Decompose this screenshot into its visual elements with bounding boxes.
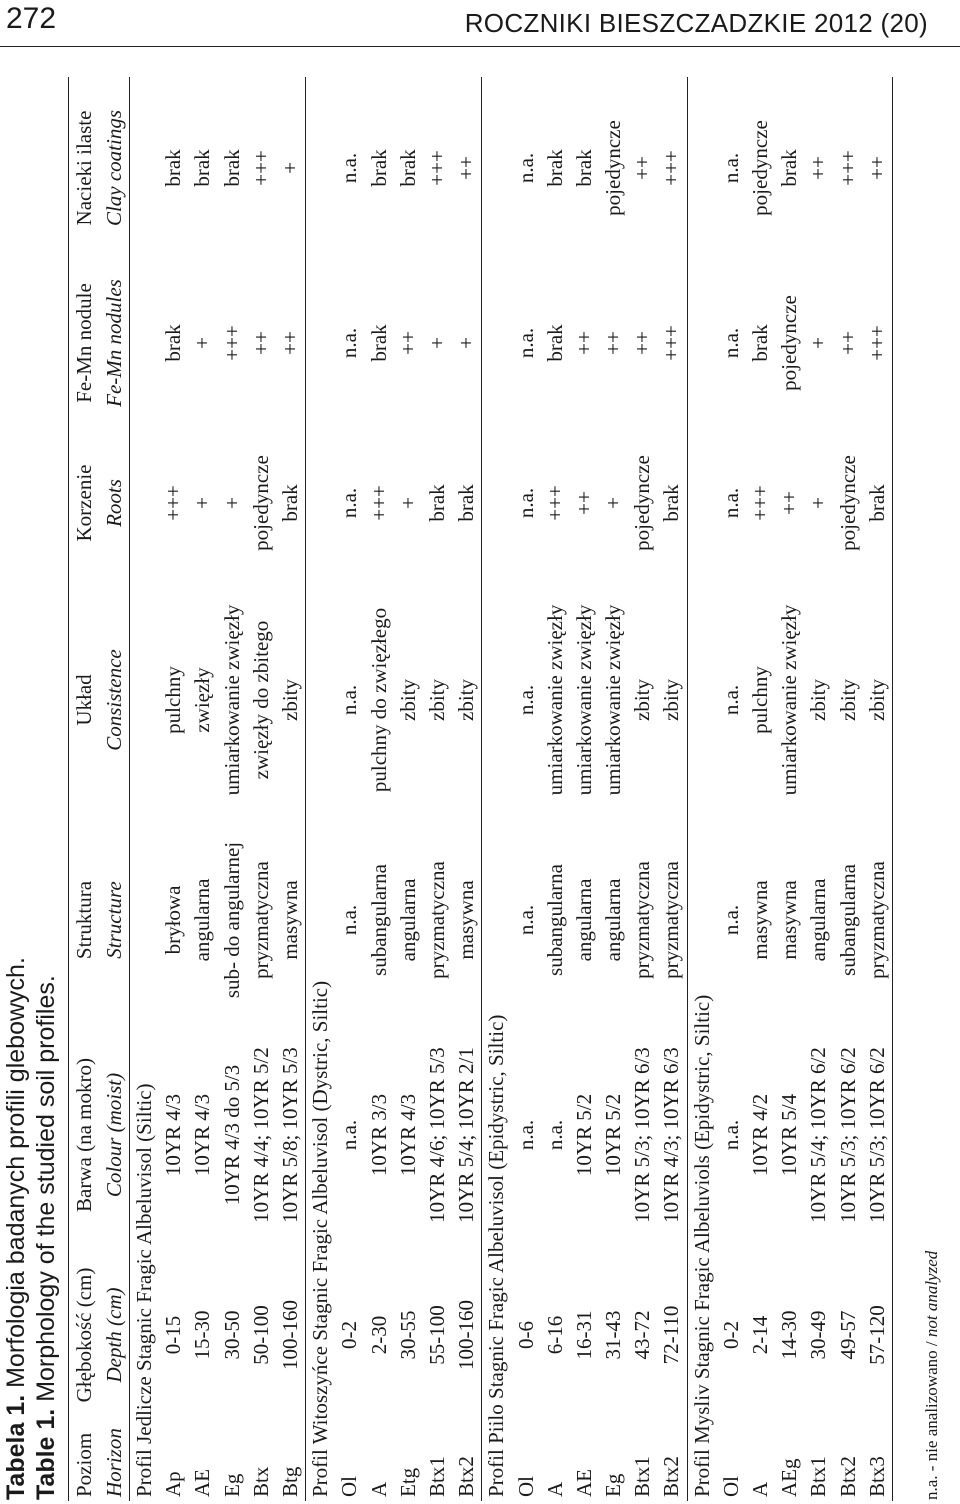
table-cell: masywna — [748, 880, 773, 960]
table-row — [775, 77, 804, 1501]
table-cell: brak — [454, 484, 479, 522]
header-en-col-2: Colour (moist) — [99, 1019, 130, 1251]
table-cell: 30-55 — [395, 1310, 420, 1360]
soil-morphology-table — [68, 77, 893, 1501]
table-cell: angularna — [395, 878, 420, 962]
table-cell: brak — [366, 149, 391, 187]
table-cell: n.a. — [337, 904, 362, 936]
table-cell: 15-30 — [190, 1310, 215, 1360]
table-cell: zbity — [863, 579, 893, 821]
table-cell: ++ — [571, 491, 596, 515]
rotated-table-area — [0, 50, 945, 1504]
table-cell: zbity — [454, 679, 479, 721]
table-cell: +++ — [219, 325, 244, 361]
table-cell: 16-31 — [571, 1310, 596, 1360]
table-cell: brak — [659, 484, 684, 522]
profile-title-row — [130, 77, 160, 1501]
table-cell: zbity — [278, 679, 303, 721]
header-en-col-4: Consistence — [99, 579, 130, 821]
table-cell: angularna — [571, 878, 596, 962]
table-cell: umiarkowanie zwięzły — [542, 604, 567, 796]
caption-polish-text: Morfologia badanych profili glebowych. — [2, 957, 30, 1395]
table-cell: subangularna — [542, 864, 567, 976]
table-cell: brak — [395, 149, 420, 187]
table-cell: ++ — [835, 331, 860, 355]
table-cell: 100-160 — [454, 1300, 479, 1370]
table-cell: Ap — [161, 1471, 186, 1497]
table-cell: AE — [571, 1469, 596, 1497]
header-en-col-6: Fe-Mn nodules — [99, 259, 130, 427]
table-cell: Ol — [513, 1476, 538, 1497]
table-cell: ++ — [630, 156, 655, 180]
footnote-text: n.a. - nie analizowano / — [922, 1337, 941, 1500]
table-cell: +++ — [835, 150, 860, 186]
header-row-english — [99, 77, 130, 1501]
header-pl-col-2: Barwa (na mokro) — [69, 1019, 100, 1251]
table-cell: 10YR 5/8; 10YR 5/3 — [278, 1047, 303, 1223]
table-cell: n.a. — [337, 1119, 362, 1151]
table-cell: 0-2 — [337, 1321, 362, 1349]
table-cell: 30-49 — [806, 1310, 831, 1360]
profile-title-row — [306, 77, 336, 1501]
table-cell: n.a. — [718, 904, 743, 936]
table-cell: umiarkowanie zwięzły — [571, 604, 596, 796]
table-cell: zbity — [659, 679, 684, 721]
table-cell: pryzmatyczna — [659, 861, 684, 979]
table-row — [365, 77, 394, 1501]
table-cell: 49-57 — [835, 1310, 860, 1360]
table-cell: 55-100 — [424, 1305, 449, 1365]
caption-english-label: Table 1. — [32, 1408, 60, 1500]
table-cell: pojedyncze — [777, 295, 802, 391]
table-cell: AE — [190, 1469, 215, 1497]
table-cell: angularna — [601, 878, 626, 962]
table-cell: Ol — [337, 1476, 362, 1497]
table-cell: + — [278, 162, 303, 174]
header-pl-col-0: Poziom — [69, 1419, 100, 1501]
table-cell: A — [748, 1481, 773, 1497]
table-cell: umiarkowanie zwięzły — [777, 604, 802, 796]
table-row — [541, 77, 570, 1501]
table-row — [276, 77, 306, 1501]
journal-running-head: ROCZNIKI BIESZCZADZKIE 2012 (20) — [464, 8, 928, 38]
table-cell: 10YR 5/2 — [571, 1093, 596, 1177]
table-cell: + — [190, 337, 215, 349]
table-cell: ++ — [278, 331, 303, 355]
table-cell: 10YR 5/4; 10YR 6/2 — [806, 1047, 831, 1223]
table-row — [188, 77, 217, 1501]
table-cell: +++ — [863, 259, 893, 427]
header-rule — [0, 46, 960, 47]
table-cell: +++ — [424, 150, 449, 186]
table-cell: Btx1 — [806, 1456, 831, 1497]
table-cell: 0-15 — [161, 1315, 186, 1355]
table-cell: ++ — [248, 331, 273, 355]
table-cell: 10YR 4/4; 10YR 5/2 — [248, 1047, 273, 1223]
table-row — [394, 77, 423, 1501]
table-cell: n.a. — [513, 1119, 538, 1151]
header-row-polish — [69, 77, 100, 1501]
table-row — [452, 77, 482, 1501]
table-cell: brak — [424, 484, 449, 522]
table-cell: zbity — [835, 679, 860, 721]
table-cell: n.a. — [337, 152, 362, 184]
table-row — [218, 77, 247, 1501]
footnote — [922, 1251, 942, 1500]
table-cell: Btx2 — [835, 1456, 860, 1497]
profile-title: Profil Piilo Stagnic Fragic Albeluvisol (Epidystric, Siltic) — [482, 77, 512, 1501]
table-cell: Btx1 — [424, 1456, 449, 1497]
table-cell: brak — [863, 427, 893, 579]
table-row — [804, 77, 833, 1501]
table-cell: pojedyncze — [248, 455, 273, 551]
table-cell: ++ — [630, 331, 655, 355]
table-cell: 10YR 5/3; 10YR 6/2 — [835, 1047, 860, 1223]
table-cell: + — [424, 337, 449, 349]
table-cell: 0-6 — [513, 1321, 538, 1349]
header-en-col-7: Clay coatings — [99, 77, 130, 259]
table-cell: 0-2 — [718, 1321, 743, 1349]
footnote-italic: not analyzed — [922, 1250, 941, 1338]
table-cell: 6-16 — [542, 1315, 567, 1355]
header-pl-col-5: Korzenie — [69, 427, 100, 579]
table-cell: n.a. — [513, 487, 538, 519]
table-cell: umiarkowanie zwięzły — [601, 604, 626, 796]
table-cell: subangularna — [366, 864, 391, 976]
table-cell: n.a. — [513, 684, 538, 716]
table-row — [746, 77, 775, 1501]
header-pl-col-7: Nacieki ilaste — [69, 77, 100, 259]
table-cell: brak — [161, 149, 186, 187]
table-cell: brak — [542, 149, 567, 187]
header-en-col-0: Horizon — [99, 1419, 130, 1501]
table-cell: brak — [542, 324, 567, 362]
table-cell: +++ — [248, 150, 273, 186]
table-cell: 50-100 — [248, 1305, 273, 1365]
table-cell: +++ — [659, 150, 684, 186]
table-cell: brak — [748, 324, 773, 362]
table-cell: brak — [366, 324, 391, 362]
table-cell: 10YR 4/3 — [161, 1093, 186, 1177]
table-cell: 2-30 — [366, 1315, 391, 1355]
table-cell: zbity — [806, 679, 831, 721]
table-cell: Etg — [395, 1467, 420, 1497]
table-cell: bryłowa — [161, 885, 186, 955]
table-cell: zwięzły — [190, 667, 215, 733]
table-cell: 10YR 5/3; 10YR 6/3 — [630, 1047, 655, 1223]
profile-title: Profil Mysliv Stagnic Fragic Albeluviols (Epidystric, Siltic) — [687, 77, 717, 1501]
table-cell: + — [601, 497, 626, 509]
table-cell: n.a. — [542, 1119, 567, 1151]
table-cell: Eg — [601, 1473, 626, 1497]
table-cell: Btx1 — [630, 1456, 655, 1497]
table-cell: masywna — [454, 880, 479, 960]
table-cell: 10YR 4/6; 10YR 5/3 — [424, 1047, 449, 1223]
table-cell: + — [190, 497, 215, 509]
profile-title: Profil Witoszyńce Stagnic Fragic Albeluvisol (Dystric, Siltic) — [306, 77, 336, 1501]
table-cell: 10YR 5/4; 10YR 2/1 — [454, 1047, 479, 1223]
table-cell: 2-14 — [748, 1315, 773, 1355]
table-cell: ++ — [806, 156, 831, 180]
caption-english-text: Morphology of the studied soil profiles. — [32, 975, 60, 1409]
table-cell: Eg — [219, 1473, 244, 1497]
table-cell: + — [454, 337, 479, 349]
table-row — [657, 77, 687, 1501]
table-cell: pulchny — [748, 666, 773, 734]
header-pl-col-4: Układ — [69, 579, 100, 821]
table-cell: n.a. — [337, 684, 362, 716]
table-cell: ++ — [571, 331, 596, 355]
table-row — [159, 77, 188, 1501]
table-cell: +++ — [161, 485, 186, 521]
table-cell: +++ — [366, 485, 391, 521]
caption-polish — [2, 957, 31, 1500]
table-cell: 10YR 4/3 do 5/3 — [219, 1064, 244, 1206]
table-cell: n.a. — [718, 684, 743, 716]
table-cell: n.a. — [718, 152, 743, 184]
header-en-col-3: Structure — [99, 821, 130, 1019]
header-pl-col-3: Struktura — [69, 821, 100, 1019]
table-cell: 10YR 4/3 — [190, 1093, 215, 1177]
table-cell: brak — [219, 149, 244, 187]
table-cell: +++ — [659, 325, 684, 361]
table-cell: Btg — [278, 1466, 303, 1497]
table-cell: 10YR 4/3 — [395, 1093, 420, 1177]
table-cell: zbity — [630, 679, 655, 721]
table-cell: ++ — [863, 77, 893, 259]
table-row — [247, 77, 276, 1501]
table-cell: A — [542, 1481, 567, 1497]
table-cell: ++ — [601, 331, 626, 355]
table-cell: n.a. — [718, 1119, 743, 1151]
table-cell: n.a. — [513, 327, 538, 359]
table-cell: 10YR 3/3 — [366, 1093, 391, 1177]
table-cell: +++ — [542, 485, 567, 521]
table-cell: n.a. — [718, 487, 743, 519]
table-cell: ++ — [777, 491, 802, 515]
table-cell: 57-120 — [863, 1251, 893, 1419]
table-cell: zwięzły do zbitego — [248, 620, 273, 780]
table-cell: sub- do angularnej — [219, 841, 244, 999]
profile-title: Profil Jedlicze Stagnic Fragic Albeluvisol (Siltic) — [130, 77, 160, 1501]
table-cell: Btx2 — [454, 1456, 479, 1497]
table-cell: + — [395, 497, 420, 509]
table-cell: pulchny — [161, 666, 186, 734]
table-cell: + — [219, 497, 244, 509]
table-cell: +++ — [748, 485, 773, 521]
table-cell: ++ — [454, 156, 479, 180]
table-cell: n.a. — [513, 904, 538, 936]
table-cell: 31-43 — [601, 1310, 626, 1360]
table-cell: n.a. — [337, 327, 362, 359]
table-row — [834, 77, 863, 1501]
table-cell: 30-50 — [219, 1310, 244, 1360]
table-cell: AEg — [777, 1458, 802, 1497]
table-cell: 14-30 — [777, 1310, 802, 1360]
table-row — [599, 77, 628, 1501]
table-cell: + — [806, 497, 831, 509]
caption-polish-label: Tabela 1. — [2, 1394, 30, 1500]
table-body — [130, 77, 893, 1501]
table-cell: 72-110 — [659, 1305, 684, 1365]
table-cell: brak — [161, 324, 186, 362]
table-cell: brak — [777, 149, 802, 187]
table-cell: pojedyncze — [748, 120, 773, 216]
table-cell: brak — [278, 484, 303, 522]
table-cell: pojedyncze — [835, 455, 860, 551]
table-cell: Ol — [718, 1476, 743, 1497]
table-cell: pulchny do zwięzłego — [366, 607, 391, 793]
caption-english — [32, 975, 61, 1500]
table-cell: umiarkowanie zwięzły — [219, 604, 244, 796]
table-cell: 10YR 5/3; 10YR 6/2 — [863, 1019, 893, 1251]
table-cell: 10YR 5/4 — [777, 1093, 802, 1177]
table-cell: A — [366, 1481, 391, 1497]
header-pl-col-1: Głębokość (cm) — [69, 1251, 100, 1419]
table-cell: pojedyncze — [601, 120, 626, 216]
table-cell: pryzmatyczna — [424, 861, 449, 979]
table-row — [717, 77, 746, 1501]
header-pl-col-6: Fe-Mn nodule — [69, 259, 100, 427]
table-row — [863, 77, 893, 1501]
table-row — [511, 77, 540, 1501]
table-cell: n.a. — [513, 152, 538, 184]
table-cell: 10YR 4/3; 10YR 6/3 — [659, 1047, 684, 1223]
table-cell: n.a. — [718, 327, 743, 359]
table-cell: masywna — [278, 880, 303, 960]
table-cell: 100-160 — [278, 1300, 303, 1370]
table-row — [335, 77, 364, 1501]
table-cell: pryzmatyczna — [863, 821, 893, 1019]
table-cell: Btx3 — [863, 1419, 893, 1501]
table-cell: subangularna — [835, 864, 860, 976]
table-cell: 10YR 5/2 — [601, 1093, 626, 1177]
table-cell: zbity — [424, 679, 449, 721]
table-cell: Btx — [248, 1466, 273, 1497]
table-cell: 10YR 4/2 — [748, 1093, 773, 1177]
profile-title-row — [687, 77, 717, 1501]
table-cell: masywna — [777, 880, 802, 960]
table-row — [628, 77, 657, 1501]
table-cell: 43-72 — [630, 1310, 655, 1360]
profile-title-row — [482, 77, 512, 1501]
table-cell: zbity — [395, 679, 420, 721]
page-number: 272 — [6, 2, 57, 35]
table-cell: + — [806, 337, 831, 349]
table-cell: pryzmatyczna — [248, 861, 273, 979]
table-row — [570, 77, 599, 1501]
table-cell: n.a. — [337, 487, 362, 519]
table-cell: angularna — [806, 878, 831, 962]
header-en-col-5: Roots — [99, 427, 130, 579]
table-cell: angularna — [190, 878, 215, 962]
table-cell: ++ — [395, 331, 420, 355]
table-row — [423, 77, 452, 1501]
table-cell: Btx2 — [659, 1456, 684, 1497]
table-cell: brak — [190, 149, 215, 187]
table-cell: brak — [571, 149, 596, 187]
header-en-col-1: Depth (cm) — [99, 1251, 130, 1419]
table-cell: pojedyncze — [630, 455, 655, 551]
table-cell: pryzmatyczna — [630, 861, 655, 979]
